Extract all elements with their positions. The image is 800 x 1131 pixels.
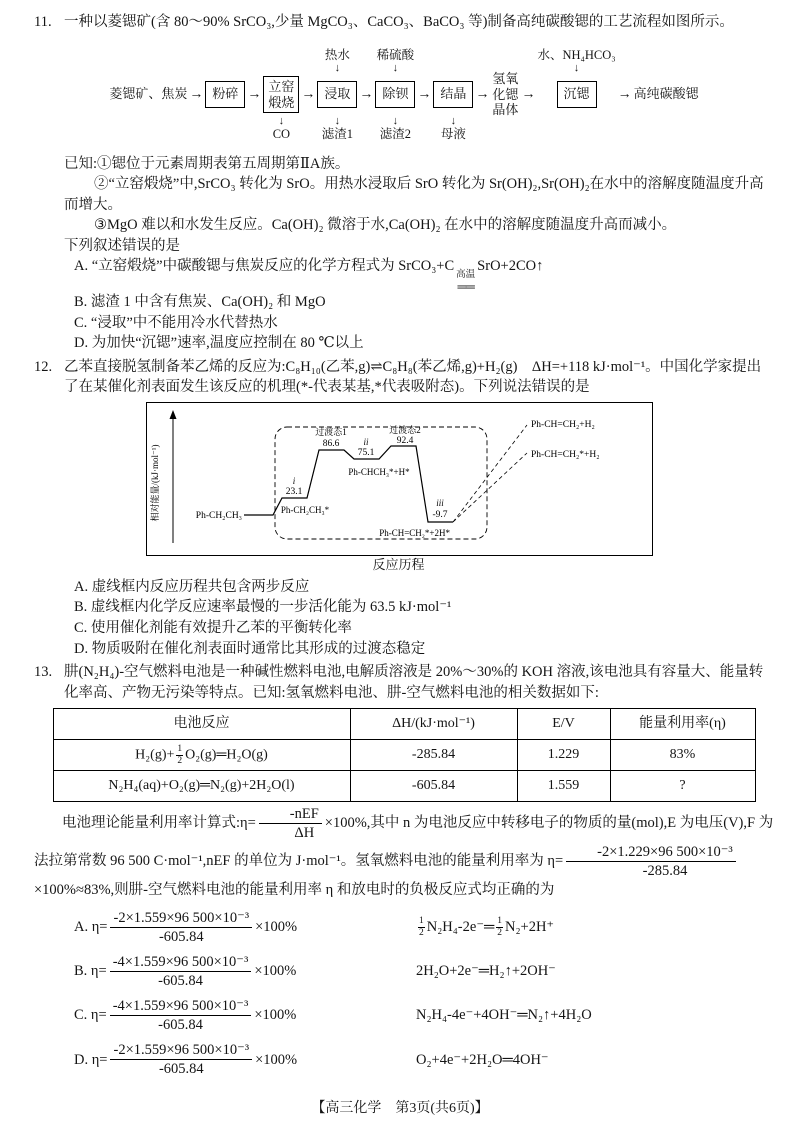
arrow-right-icon: →: [247, 86, 262, 102]
fraction-half: 1 2: [497, 915, 502, 938]
question-13-intro: 肼(N₂H₄)-空气燃料电池是一种碱性燃料电池,电解质溶液是 20%～30%的 KOH 溶液,该电池具有容量大、能量转化率高、产物无污染等特点。已知:氢氧燃料电池、肼-空气燃料电池的相关数据如下:: [64, 664, 764, 701]
flow-label-water-nh4hco3: 水、NH₄HCO₃: [537, 48, 616, 63]
label-final-adsorbed: Ph-CH=CH₂*+H₂: [531, 449, 600, 460]
label-species-ii: Ph-CHCH₃*+H*: [348, 466, 410, 477]
label-step-ii: ii: [363, 436, 369, 447]
flow-label-co: CO: [272, 126, 291, 141]
flow-label-residue2: 滤渣2: [379, 126, 412, 141]
energy-diagram: [147, 403, 650, 549]
fraction-half: 1 2: [419, 915, 424, 938]
text-run: ×100%: [254, 963, 297, 980]
text-run: N₂H₄-4e⁻+4OH⁻═N₂↑+4H₂O: [416, 1007, 592, 1024]
arrow-right-icon: →: [359, 86, 374, 102]
flow-input-label: 菱锶矿、焦炭: [109, 86, 188, 102]
arrow-right-icon: →: [301, 86, 316, 102]
arrow-down-icon: ↓: [334, 61, 341, 74]
text-run: H₂(g)+: [135, 747, 175, 763]
label-species-iii: Ph-CH=CH₂*+2H*: [379, 527, 450, 538]
option-b-formula: [74, 953, 416, 990]
flow-label-hot-water: 热水: [324, 48, 350, 63]
cell-r1-dh: -285.84: [350, 740, 517, 771]
fraction-theory: $\frac{\text{-nEF}}{\Delta H}$: [259, 805, 322, 842]
value-ts1: 86.6: [322, 438, 340, 449]
q13-option-d: [74, 1041, 774, 1078]
cell-r1-reaction: [53, 740, 350, 771]
flow-box-leach: 浸取: [317, 81, 357, 107]
flow-label-sr-hydroxide-crystal: 氢氧化锶晶体: [492, 71, 519, 118]
question-12: [34, 357, 774, 660]
question-12-intro: 乙苯直接脱氢制备苯乙烯的反应为:C₈H₁₀(乙苯,g)⇌C₈H₈(苯乙烯,g)+H₂(g) ΔH=+118 kJ·mol⁻¹。中国化学家提出了在某催化剂表面发生该反应的机理(*-代表某基,*代表吸附态)。下列说法错误的是: [64, 358, 762, 396]
question-12-number: 12.: [34, 358, 53, 375]
flow-box-remove-barium: 除钡: [375, 81, 415, 107]
arrow-right-icon: →: [617, 86, 632, 102]
text-run: ×100%: [255, 1051, 298, 1068]
text-run: O₂+4e⁻+2H₂O═4OH⁻: [416, 1051, 549, 1068]
col-header-e: E/V: [517, 709, 610, 740]
arrow-down-icon: ↓: [392, 114, 399, 127]
q13-explanation: [34, 805, 774, 901]
q12-option-c: C. 使用催化剂能有效提升乙苯的平衡转化率: [74, 620, 352, 637]
page-footer: 【高三化学 第3页(共6页)】: [311, 1101, 489, 1117]
arrow-right-icon: →: [417, 86, 432, 102]
flow-label-residue1: 滤渣1: [321, 126, 354, 141]
text-run: ×100%: [255, 918, 298, 935]
cell-r2-e: 1.559: [517, 771, 610, 802]
arrow-down-icon: ↓: [450, 114, 457, 127]
question-11: [34, 12, 774, 354]
label-start-species: Ph-CH₂CH₃: [195, 510, 242, 521]
y-axis-label: 相对能量/(kJ·mol⁻¹): [150, 444, 160, 522]
option-c-formula: [74, 997, 416, 1034]
text-run: O₂(g)═H₂O(g): [185, 747, 268, 763]
option-a-electrode-equation: [416, 916, 554, 939]
text-run: SrO+2CO↑: [477, 258, 544, 275]
reaction-condition-equals: [456, 270, 476, 294]
fraction: $\frac{\text{-2×1.559×96 500×10⁻³}}{-605.84}$: [110, 1041, 252, 1078]
q13-option-a: [74, 909, 774, 946]
q11-known-3: ③MgO 难以和水发生反应。Ca(OH)₂ 微溶于水,Ca(OH)₂ 在水中的溶解度随温度升高而减小。: [94, 217, 677, 234]
table-row-h2: [53, 740, 755, 771]
q12-option-a: A. 虚线框内反应历程共包含两步反应: [74, 578, 310, 595]
table-row-n2h4: [53, 771, 755, 802]
fraction: $\frac{\text{-4×1.559×96 500×10⁻³}}{-605.84}$: [110, 953, 252, 990]
question-11-number: 11.: [34, 14, 52, 30]
col-header-reaction: 电池反应: [53, 709, 350, 740]
flow-box-precipitate-sr: 沉锶: [557, 81, 597, 107]
option-label: C. η=: [74, 1007, 107, 1024]
option-label: B. η=: [74, 963, 107, 980]
double-equals: ══: [457, 278, 474, 294]
q12-option-d: D. 物质吸附在催化剂表面时通常比其形成的过渡态稳定: [74, 640, 426, 657]
text-run: A. “立窑煅烧”中碳酸锶与焦炭反应的化学方程式为 SrCO₃+C: [74, 258, 455, 275]
q13-option-b: [74, 953, 774, 990]
value-step-iii: -9.7: [432, 509, 448, 520]
cell-r2-reaction: N₂H₄(aq)+O₂(g)═N₂(g)+2H₂O(l): [53, 771, 350, 802]
label-final-desorbed: Ph-CH=CH₂+H₂: [531, 419, 595, 430]
value-step-i: 23.1: [285, 486, 303, 497]
text-run: 电池理论能量利用率计算式:η=: [62, 815, 256, 832]
flow-label-mother-liquor: 母液: [440, 126, 466, 141]
value-ts2: 92.4: [396, 435, 414, 446]
text-run: ×100%,其中 n 为电池反应中转移电子的物质的量(mol),E 为电压(V),F 为法拉第常数 96 500 C·mol⁻¹,nEF 的单位为 J·mol⁻¹。氢氧燃料电池的能量利用率为 η=: [34, 815, 774, 869]
label-step-iii: iii: [436, 497, 444, 508]
q11-option-a: [74, 256, 774, 294]
cell-r1-e: 1.229: [517, 740, 610, 771]
option-c-electrode-equation: [416, 1005, 592, 1026]
fuel-cell-data-table: [53, 708, 756, 802]
arrow-down-icon: ↓: [392, 61, 399, 74]
option-b-electrode-equation: [416, 961, 556, 982]
fraction: $\frac{\text{-4×1.559×96 500×10⁻³}}{-605.84}$: [110, 997, 252, 1034]
text-run: 2H₂O+2e⁻═H₂↑+2OH⁻: [416, 963, 556, 980]
fraction-half: $\frac{1}{2}$: [177, 743, 183, 766]
flow-label-dilute-sulfuric-acid: 稀硫酸: [376, 48, 415, 63]
text-run: ×100%≈83%,则肼-空气燃料电池的能量利用率 η 和放电时的负极反应式均正确的为: [34, 881, 555, 898]
process-flowchart: [34, 36, 774, 150]
cell-r1-efficiency: 83%: [610, 740, 755, 771]
q12-option-b: B. 虚线框内化学反应速率最慢的一步活化能为 63.5 kJ·mol⁻¹: [74, 599, 452, 616]
option-a-formula: [74, 909, 416, 946]
arrow-right-icon: →: [521, 86, 536, 102]
cell-r2-dh: -605.84: [350, 771, 517, 802]
col-header-dh: ΔH/(kJ·mol⁻¹): [350, 709, 517, 740]
cell-r2-efficiency: ?: [610, 771, 755, 802]
label-step-i: i: [292, 475, 296, 486]
label-species-i: Ph-CH₂CH₃*: [280, 504, 330, 515]
q11-option-c: C. “浸取”中不能用冷水代替热水: [74, 314, 278, 331]
text-run: N₂H₄-2e⁻═: [426, 918, 495, 935]
arrow-down-icon: ↓: [278, 114, 285, 127]
flow-box-crystallize: 结晶: [433, 81, 473, 107]
fraction-h2-example: $\frac{\text{-2×1.229×96 500×10⁻³}}{-285.84}$: [566, 843, 736, 880]
flow-output-label: 高纯碳酸锶: [633, 86, 699, 102]
arrow-right-icon: →: [189, 86, 204, 102]
arrow-down-icon: ↓: [573, 61, 580, 74]
label-ts1: 过渡态1: [315, 426, 347, 437]
text-run: ×100%: [254, 1007, 297, 1024]
col-header-efficiency: 能量利用率(η): [610, 709, 755, 740]
final-connector-adsorbed: [453, 453, 527, 522]
q11-known-1: 已知:①锶位于元素周期表第五周期第ⅡA族。: [64, 155, 350, 172]
y-axis-arrowhead: [170, 410, 177, 419]
question-13: [34, 662, 774, 1078]
flow-box-kiln: 立窑煅烧: [263, 76, 299, 113]
condition-label: 高温: [456, 270, 476, 281]
arrow-down-icon: ↓: [334, 114, 341, 127]
option-d-electrode-equation: [416, 1050, 549, 1071]
question-11-intro: 一种以菱锶矿(含 80～90% SrCO₃,少量 MgCO₃、CaCO₃、BaCO₃ 等)制备高纯碳酸锶的工艺流程如图所示。: [64, 14, 734, 30]
q11-option-b: B. 滤渣 1 中含有焦炭、Ca(OH)₂ 和 MgO: [74, 293, 326, 310]
energy-diagram-figure: [146, 402, 653, 557]
option-d-formula: [74, 1041, 416, 1078]
option-label: A. η=: [74, 918, 108, 935]
x-axis-label: 反应历程: [372, 557, 425, 573]
label-ts2: 过渡态2: [389, 424, 421, 435]
arrow-right-icon: →: [475, 86, 490, 102]
final-connector-desorbed: [453, 425, 527, 522]
flow-box-crush: 粉碎: [205, 81, 245, 107]
q11-option-d: D. 为加快“沉锶”速率,温度应控制在 80 ℃以上: [74, 335, 364, 352]
dashed-box: [275, 427, 487, 539]
value-step-ii: 75.1: [357, 447, 375, 458]
option-label: D. η=: [74, 1051, 108, 1068]
text-run: N₂+2H⁺: [505, 918, 555, 935]
fraction: $\frac{\text{-2×1.559×96 500×10⁻³}}{-605.84}$: [110, 909, 252, 946]
q11-stem: 下列叙述错误的是: [64, 237, 180, 254]
q13-option-c: [74, 997, 774, 1034]
q11-known-2: ②“立窑煅烧”中,SrCO₃ 转化为 SrO。用热水浸取后 SrO 转化为 Sr(OH)₂,Sr(OH)₂在水中的溶解度随温度升高而增大。: [64, 176, 764, 213]
question-13-number: 13.: [34, 664, 53, 681]
